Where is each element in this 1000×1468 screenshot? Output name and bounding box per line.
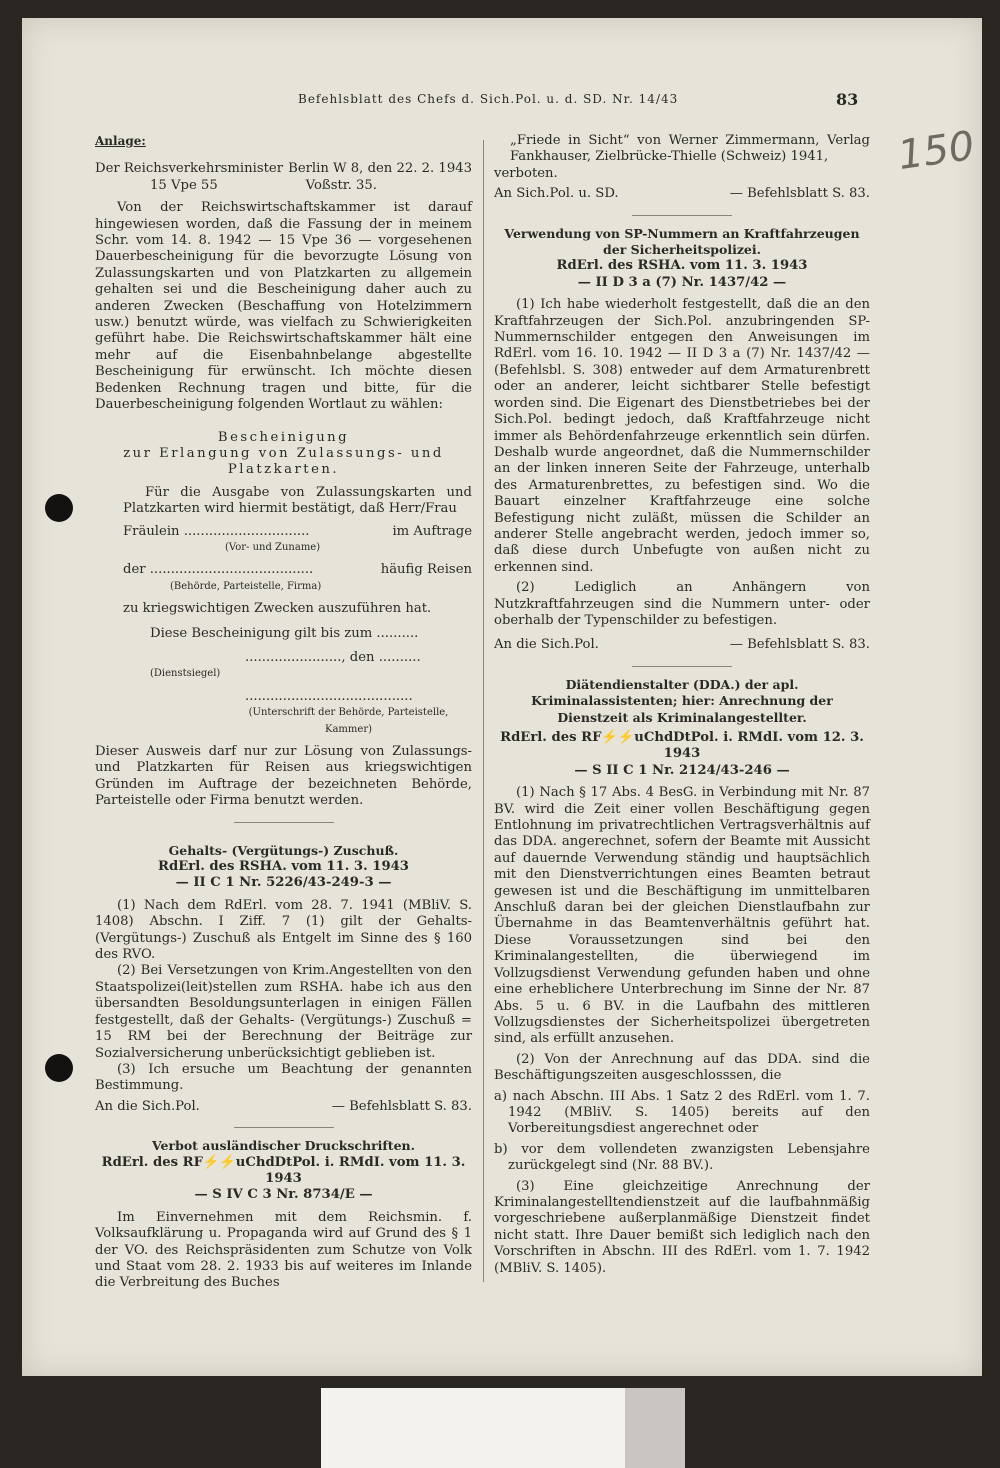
decree-line: RdErl. des RF⚡⚡uChdDtPol. i. RMdI. vom 11. 3. 1943 — [101, 1154, 466, 1186]
form-line-agency: der ....................................... häufig Reisen — [123, 562, 472, 578]
paragraph: (2) Lediglich an Anhängern von Nutzkraftfahrzeugen sind die Nummern unter- oder oberhalb der Typenschilder zu befestigen. — [494, 580, 870, 628]
caption-seal: (Dienstsiegel) — [150, 668, 221, 680]
decree-line: RdErl. des RSHA. vom 11. 3. 1943 — [158, 859, 409, 875]
paragraph: (2) Von der Anrechnung auf das DDA. sind die Beschäftigungszeiten ausgeschlosssen, die — [494, 1051, 870, 1084]
form-line-signature: ........................................ — [245, 688, 413, 704]
anlage-label: Anlage: — [95, 134, 146, 148]
sender-row-2: 15 Vpe 55 Voßstr. 35. — [150, 177, 377, 193]
paragraph: (1) Nach dem RdErl. vom 28. 7. 1941 (MBliV. S. 1408) Abschn. I Ziff. 7 (1) gilt der Gehalts- (Vergütungs-) Zuschuß als Entgelt im Sinne des § 160 des RVO. — [95, 897, 472, 963]
separator — [234, 822, 334, 823]
punch-hole-bottom — [45, 1054, 73, 1082]
list-item: a) nach Abschn. III Abs. 1 Satz 2 des RdErl. vom 1. 7. 1942 (MBliV. S. 1405) bereits auf den Vorbereitungsdiest angerechnet oder — [494, 1088, 870, 1137]
paragraph: (3) Ich ersuche um Beachtung der genannten Bestimmung. — [95, 1061, 472, 1094]
paragraph: (3) Eine gleichzeitige Anrechnung der Kriminalangestelltendienstzeit auf die laufbahnmäßig vorgeschriebene außerplanmäßige Dienstzeit findet nicht statt. Ihre Dauer bemißt sich lediglich nach den Vorschriften in Abschn. III des RdErl. vom 1. 7. 1942 (MBliV. S. 1405). — [494, 1178, 870, 1276]
reference-number: — S II C 1 Nr. 2124/43-246 — — [574, 762, 790, 778]
paragraph: Im Einvernehmen mit dem Reichsmin. f. Volksaufklärung u. Propaganda wird auf Grund des § 1 der VO. des Reichspräsidenten zum Schutze von Volk und Staat vom 28. 2. 1933 bis auf weiteres im Inlande die Verbreitung des Buches — [95, 1209, 472, 1291]
form-line-validity: Diese Bescheinigung gilt bis zum .......... — [150, 625, 419, 641]
caption-agency: (Behörde, Parteistelle, Firma) — [170, 580, 322, 592]
column-divider — [483, 140, 484, 1282]
paragraph: (2) Bei Versetzungen von Krim.Angestellten von den Staatspolizei(leit)stellen zum RSHA. habe ich aus den übersandten Besoldungsunterlagen in einigen Fällen festgestellt, daß der Gehalts- (Vergütungs-) Zuschuß = 15 RM bei der Berechnung der Beiträge zur Sozialversicherung unberücksichtigt geblieben ist. — [95, 963, 472, 1061]
form-line-date: ......................., den .......... — [245, 649, 421, 665]
section-title: Verbot ausländischer Druckschriften. — [152, 1138, 415, 1154]
distribution-line: An die Sich.Pol. — Befehlsblatt S. 83. — [494, 637, 870, 653]
cert-subtitle: zur Erlangung von Zulassungs- und Platzkarten. — [123, 445, 444, 478]
separator — [234, 1127, 334, 1128]
left-column — [95, 133, 472, 1292]
scan-card-gray — [625, 1388, 685, 1468]
running-header: Befehlsblatt des Chefs d. Sich.Pol. u. d. SD. Nr. 14/43 — [298, 92, 679, 106]
book-title: „Friede in Sicht“ von Werner Zimmermann, Verlag Fankhauser, Zielbrücke-Thielle (Schweiz) 1941, — [510, 133, 870, 165]
sender-row-1: Der Reichsverkehrsminister Berlin W 8, den 22. 2. 1943 — [95, 161, 472, 177]
paragraph: (1) Ich habe wiederholt festgestellt, daß die an den Kraftfahrzeugen der Sich.Pol. anzubringenden SP-Nummernschilder entgegen den Anweisungen im RdErl. vom 16. 10. 1942 — II D 3 a (7) Nr. 1437/42 — (Befehlsbl. S. 308) entweder auf dem Armaturenbrett oder an anderer, leicht sichtbarer Stelle befestigt worden sind. Die Eigenart des Dienstbetriebes bei der Sich.Pol. bedingt jedoch, daß Kraftfahrzeuge nicht immer als Behördenfahrzeuge erkenntlich sein dürfen. Deshalb wurde angeordnet, daß die Nummernschilder an der linken inneren Seite der Fahrzeuge, unterhalb des Armaturenbrettes, zu befestigen sind. Wo die Bauart einzelner Kraftfahrzeuge eine solche Befestigung nicht zuläßt, müssen die Schilder an anderer Stelle angebracht werden, jedoch immer so, daß diese durch Unbefugte von außen nicht zu erkennen sind. — [494, 297, 870, 575]
verboten-line: verboten. — [494, 165, 558, 181]
paragraph: Von der Reichswirtschaftskammer ist darauf hingewiesen worden, daß die Fassung der in meinem Schr. vom 14. 8. 1942 — 15 Vpe 36 — vorgesehenen Dauerbescheinigung für die bevorzugte Lösung von Zulassungskarten und von Platzkarten zu allgemein gehalten sei und die Bescheinigung daher auch zu anderen Zwecken (Beschaffung von Hotelzimmern usw.) benutzt würde, was vielfach zu Schwierigkeiten geführt habe. Die Reichswirtschaftskammer hält eine mehr auf die Eisenbahnbelange abgestellte Bescheinigung für erwünscht. Ich möchte diesen Bedenken Rechnung tragen und bitte, für die Dauerbescheinigung folgenden Wortlaut zu wählen: — [95, 200, 472, 413]
paragraph: Dieser Ausweis darf nur zur Lösung von Zulassungs- und Platzkarten für Reisen aus kriegswichtigen Gründen im Auftrage der bezeichneten Behörde, Parteistelle oder Firma benutzt werden. — [95, 744, 472, 809]
paragraph: (1) Nach § 17 Abs. 4 BesG. in Verbindung mit Nr. 87 BV. wird die Zeit einer vollen Beschäftigung gegen Entlohnung im privatrechtlichen Vertragsverhältnis auf das DDA. angerechnet, sofern der Beamte mit Aussicht auf dauernde Verwendung ständig und hauptsächlich mit den Dienstverrichtungen eines Beamten betraut gewesen ist und die Beschäftigung im unmittelbaren Anschluß daran bei der gleichen Dienstlaufbahn zur Übernahme in das Beamtenverhältnis geführt hat. Diese Voraussetzungen sind bei den Kriminalangestellten, die überwiegend im Vollzugsdienst Verwendung gefunden haben und ohne eine erheblichere Unterbrechung im Sinne der Nr. 87 Abs. 5 u. 6 BV. in die Laufbahn des mittleren Vollzugsdienstes der Sicherheitspolizei übergetreten sind, als erfüllt anzusehen. — [494, 785, 870, 1047]
punch-hole-top — [45, 494, 73, 522]
reference-number: — II D 3 a (7) Nr. 1437/42 — — [577, 274, 787, 290]
caption-name: (Vor- und Zuname) — [225, 541, 321, 553]
caption-signature: (Unterschrift der Behörde, Parteistelle, Kammer) — [248, 707, 449, 735]
list-item: b) vor dem vollendeten zwanzigsten Lebensjahre zurückgelegt sind (Nr. 88 BV.). — [494, 1141, 870, 1174]
decree-line: RdErl. des RSHA. vom 11. 3. 1943 — [556, 258, 808, 274]
reference-number: — S IV C 3 Nr. 8734/E — — [194, 1187, 373, 1203]
section-title: Gehalts- (Vergütungs-) Zuschuß. — [168, 842, 399, 858]
distribution-line: An Sich.Pol. u. SD. — Befehlsblatt S. 83. — [494, 186, 870, 202]
scan-card-white — [321, 1388, 625, 1468]
section-title: Diätendienstalter (DDA.) der apl. Kriminalassistenten; hier: Anrechnung der Dienstzeit als Kriminalangestellter. — [531, 676, 833, 725]
form-line-purpose: zu kriegswichtigen Zwecken auszuführen hat. — [123, 601, 432, 617]
separator — [632, 215, 732, 216]
distribution-line: An die Sich.Pol. — Befehlsblatt S. 83. — [95, 1098, 472, 1114]
separator — [632, 666, 732, 667]
cert-text: Für die Ausgabe von Zulassungskarten und Platzkarten wird hiermit bestätigt, daß Herr/Frau — [123, 484, 472, 517]
cert-title: Bescheinigung — [217, 429, 350, 445]
decree-line: RdErl. des RF⚡⚡uChdDtPol. i. RMdI. vom 12. 3. 1943 — [500, 730, 864, 762]
page-number: 83 — [836, 90, 859, 109]
form-line-name: Fräulein .............................. im Auftrage — [123, 523, 472, 539]
right-column — [494, 133, 870, 1277]
handwritten-note: 150 — [895, 122, 978, 180]
section-title: Verwendung von SP-Nummern an Kraftfahrzeugen der Sicherheitspolizei. — [504, 225, 860, 258]
reference-number: — II C 1 Nr. 5226/43-249-3 — — [175, 875, 392, 891]
